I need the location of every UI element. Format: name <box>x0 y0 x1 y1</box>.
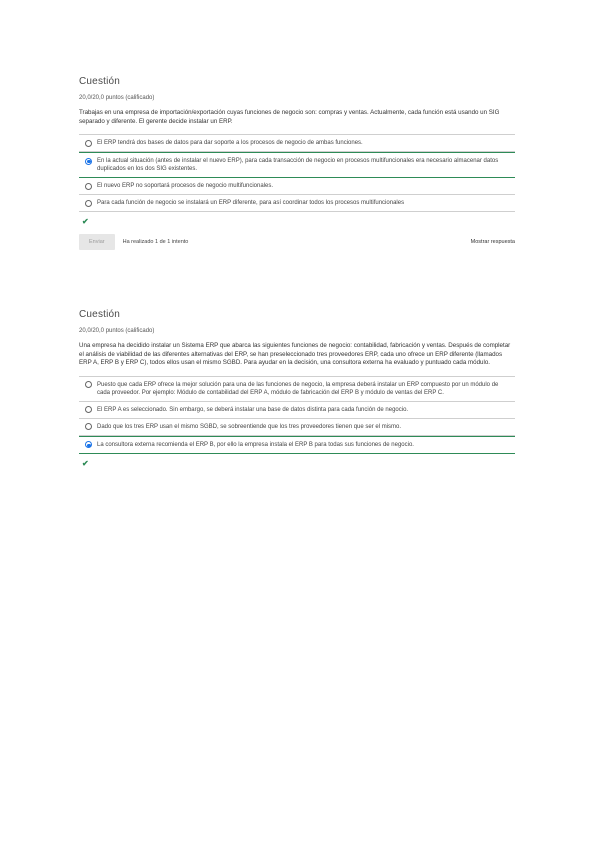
radio-button[interactable] <box>85 381 92 388</box>
question-points: 20,0/20,0 puntos (calificado) <box>79 95 155 101</box>
question-footer <box>79 234 515 250</box>
question-title: Cuestión <box>79 309 121 320</box>
checkmark-icon: ✔ <box>82 217 89 227</box>
question-text: Una empresa ha decidido instalar un Sistema ERP que abarca las siguientes funciones de negocio: contabilidad, fabricación y ventas. Después de completar el análisis de viabilidad de las diferentes alternativas del ERP, se han preseleccionado tres proveedores ERP, cada uno ofrece un ERP diferente (llamados ERP A, ERP B y ERP C), todos ellos usan el mismo SGBD. Para ayudar en la decisión, una consultora externa ha evaluado y puntuado cada módulo. <box>79 342 511 367</box>
send-button[interactable]: Enviar <box>79 234 115 250</box>
answer-option-3[interactable] <box>79 178 515 195</box>
answer-option-2[interactable] <box>79 402 515 419</box>
answer-options <box>79 376 515 454</box>
answer-option-1[interactable] <box>79 376 515 402</box>
answer-option-4[interactable] <box>79 195 515 212</box>
question-2 <box>79 309 515 468</box>
checkmark-icon: ✔ <box>82 458 89 468</box>
option-label: Dado que los tres ERP usan el mismo SGBD, se sobreentiende que los tres proveedores tienen que ser el mismo. <box>97 423 402 430</box>
radio-button[interactable] <box>85 140 92 147</box>
option-label: Puesto que cada ERP ofrece la mejor solución para una de las funciones de negocio, la empresa deberá instalar un ERP compuesto por un módulo de cada proveedor. Por ejemplo: Módulo de contabilidad del ERP A, módulo de fabricación del ERP B y módulo de ventas del ERP C. <box>97 381 499 396</box>
answer-options <box>79 134 515 212</box>
radio-button[interactable] <box>85 406 92 413</box>
radio-button-selected[interactable] <box>85 158 92 165</box>
answer-option-3[interactable] <box>79 419 515 436</box>
show-answer-button[interactable]: Mostrar respuesta <box>470 239 515 246</box>
radio-button[interactable] <box>85 183 92 190</box>
question-1 <box>79 76 515 250</box>
question-points: 20,0/20,0 puntos (calificado) <box>79 328 155 334</box>
option-label: En la actual situación (antes de instalar el nuevo ERP), para cada transacción de negocio en procesos multifuncionales era necesario almacenar datos duplicados en los dos SIG existentes. <box>97 158 499 173</box>
answer-option-1[interactable] <box>79 134 515 152</box>
option-label: El ERP A es seleccionado. Sin embargo, se deberá instalar una base de datos distinta para cada función de negocio. <box>97 406 409 413</box>
option-label: Para cada función de negocio se instalará un ERP diferente, para así coordinar todos los procesos multifuncionales <box>97 200 405 207</box>
answer-option-2[interactable] <box>79 152 515 178</box>
attempts-text: Ha realizado 1 de 1 intento <box>122 239 189 246</box>
option-label: El ERP tendrá dos bases de datos para dar soporte a los procesos de negocio de ambas funciones. <box>97 140 363 147</box>
radio-button[interactable] <box>85 423 92 430</box>
question-title: Cuestión <box>79 76 121 87</box>
radio-button-selected[interactable] <box>85 441 92 448</box>
question-text: Trabajas en una empresa de importación/exportación cuyas funciones de negocio son: compras y ventas. Actualmente, cada función está usando un SIG separado y diferente. El gerente decide instalar un ERP. <box>79 109 500 125</box>
option-label: La consultora externa recomienda el ERP B, por ello la empresa instala el ERP B para todas sus funciones de negocio. <box>97 441 414 448</box>
radio-button[interactable] <box>85 200 92 207</box>
option-label: El nuevo ERP no soportará procesos de negocio multifuncionales. <box>97 183 273 190</box>
answer-option-4[interactable] <box>79 436 515 454</box>
